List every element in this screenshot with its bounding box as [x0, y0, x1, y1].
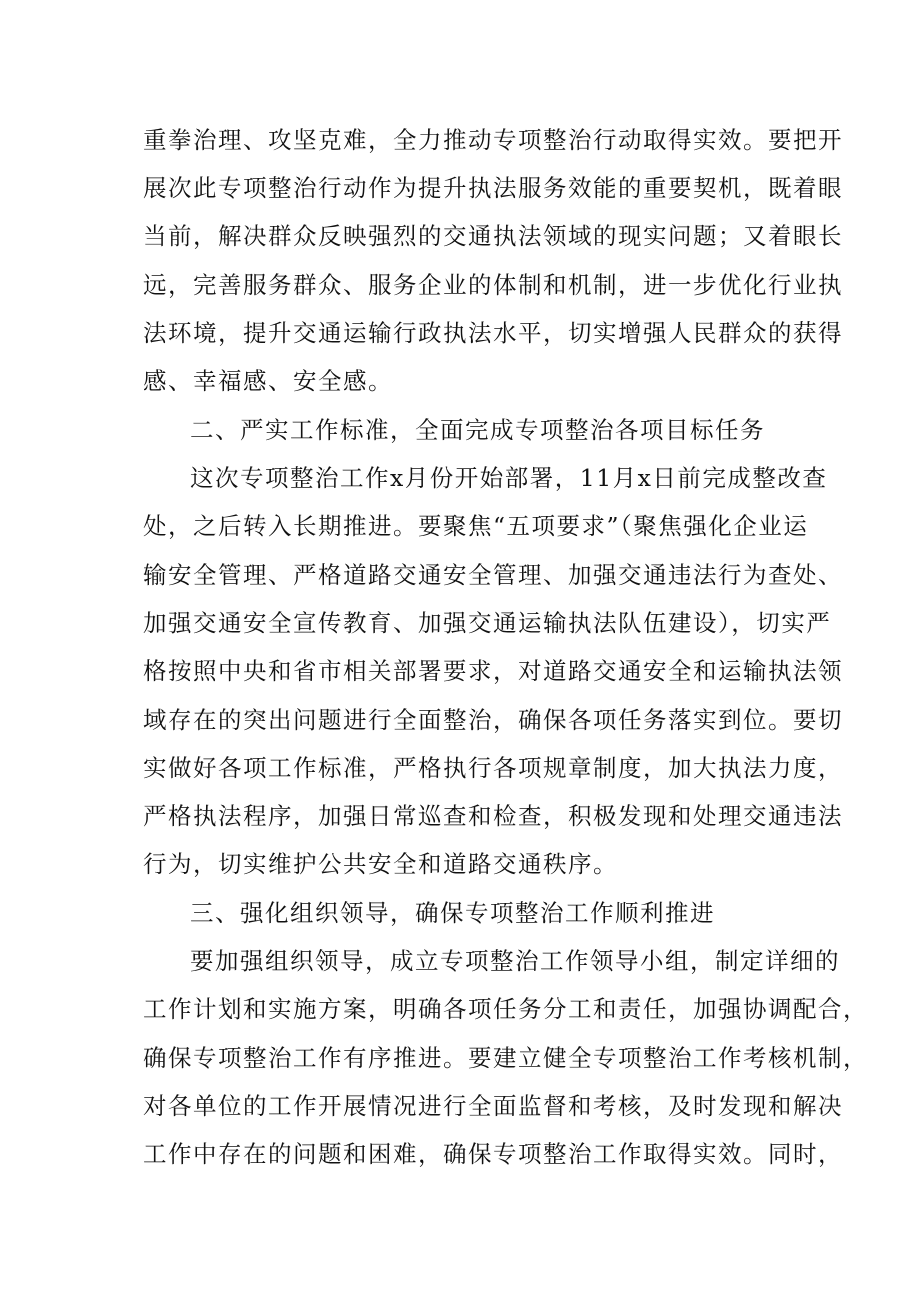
paragraph-line: 确保专项整治工作有序推进。要建立健全专项整治工作考核机制， — [143, 1044, 868, 1072]
paragraph-line: 法环境，提升交通运输行政执法水平，切实增强人民群众的获得 — [143, 319, 843, 347]
paragraph-line: 严格执法程序，加强日常巡查和检查，积极发现和处理交通违法 — [143, 802, 843, 830]
paragraph-line: 格按照中央和省市相关部署要求，对道路交通安全和运输执法领 — [143, 657, 843, 685]
paragraph-line: 加强交通安全宣传教育、加强交通运输执法队伍建设），切实严 — [143, 609, 832, 637]
section-heading: 二、严实工作标准，全面完成专项整治各项目标任务 — [190, 416, 765, 444]
paragraph-line: 远，完善服务群众、服务企业的体制和机制，进一步优化行业执 — [143, 271, 843, 299]
paragraph-line: 重拳治理、攻坚克难，全力推动专项整治行动取得实效。要把开 — [143, 126, 843, 154]
paragraph-line: 展次此专项整治行动作为提升执法服务效能的重要契机，既着眼 — [143, 174, 843, 202]
paragraph-line: 这次专项整治工作x月份开始部署，11月x日前完成整改查 — [190, 464, 828, 492]
paragraph-line: 当前，解决群众反映强烈的交通执法领域的现实问题；又着眼长 — [143, 222, 843, 250]
paragraph-line: 处，之后转入长期推进。要聚焦“五项要求”（聚焦强化企业运 — [143, 512, 809, 540]
paragraph-line: 域存在的突出问题进行全面整治，确保各项任务落实到位。要切 — [143, 706, 843, 734]
paragraph-line: 实做好各项工作标准，严格执行各项规章制度，加大执法力度， — [143, 754, 843, 782]
paragraph-line: 要加强组织领导，成立专项整治工作领导小组，制定详细的 — [190, 947, 840, 975]
paragraph-line: 工作中存在的问题和困难，确保专项整治工作取得实效。同时， — [143, 1140, 843, 1168]
paragraph-line: 行为，切实维护公共安全和道路交通秩序。 — [143, 850, 618, 878]
paragraph-line: 对各单位的工作开展情况进行全面监督和考核，及时发现和解决 — [143, 1092, 843, 1120]
section-heading: 三、强化组织领导，确保专项整治工作顺利推进 — [190, 899, 715, 927]
paragraph-line: 工作计划和实施方案，明确各项任务分工和责任，加强协调配合， — [143, 995, 868, 1023]
paragraph-line: 输安全管理、严格道路交通安全管理、加强交通违法行为查处、 — [143, 561, 843, 589]
paragraph-line: 感、幸福感、安全感。 — [143, 367, 393, 395]
